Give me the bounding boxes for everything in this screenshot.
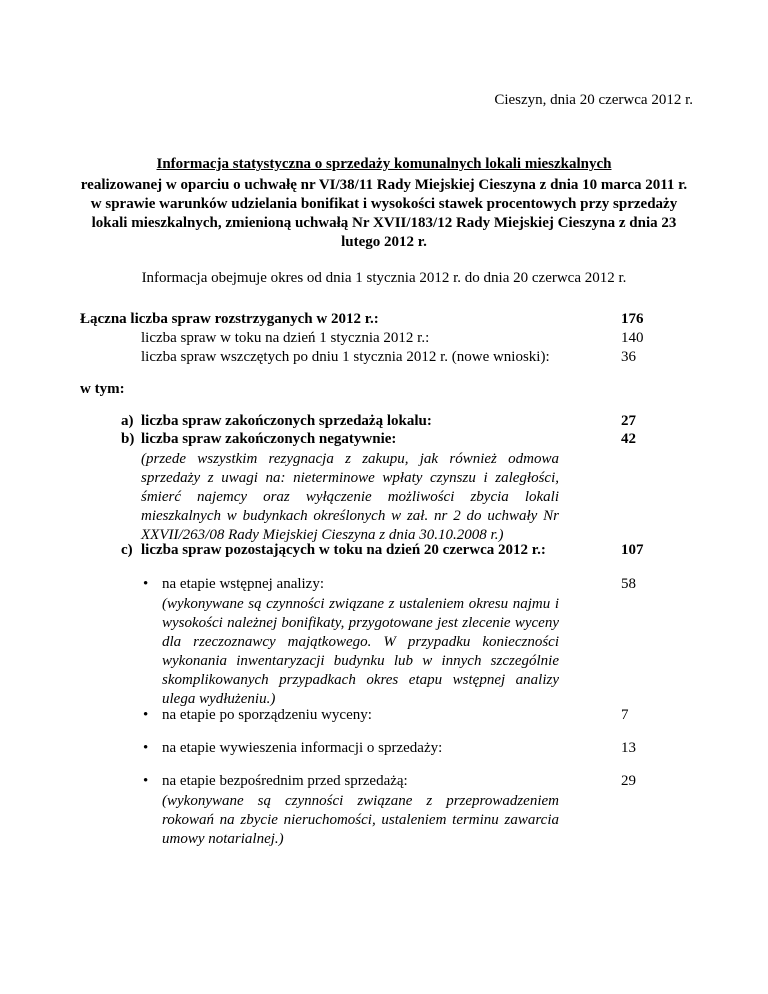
w-tym-label: w tym:	[80, 381, 125, 397]
stage-analysis-note: (wykonywane są czynności związane z ustaleniem okresu najmu i wysokości należnej bonifikaty, przygotowane jest zlecenie wyceny dla rzeczoznawcy majątkowego. W przypadku konieczności wykonania inwentaryzacji budynku lub w innych szczególnie skomplikowanych przypadkach okres etapu wstępnej analizy ulega wydłużeniu.)	[162, 596, 559, 707]
place-date: Cieszyn, dnia 20 czerwca 2012 r.	[494, 92, 693, 108]
new-cases-label: liczba spraw wszczętych po dniu 1 stycznia 2012 r. (nowe wnioski):	[141, 349, 550, 365]
new-cases-value: 36	[621, 349, 636, 365]
item-b-note: (przede wszystkim rezygnacja z zakupu, jak również odmowa sprzedaży z uwagi na: nieterminowe wpłaty czynszu i zaległości, śmierć najemcy oraz wyłączenie możliwości zbycia lokali mieszkalnych w budynkach określonych w zał. nr 2 do uchwały Nr XXVII/263/08 Rady Miejskiej Cieszyna z dnia 30.10.2008 r.)	[141, 451, 559, 543]
stage-posting-label: na etapie wywieszenia informacji o sprzedaży:	[162, 740, 443, 756]
totals-value: 176	[621, 311, 644, 327]
stage-bullet: •	[143, 773, 149, 789]
item-a-label: liczba spraw zakończonych sprzedażą lokalu:	[141, 413, 432, 429]
stage-pre-sale-label: na etapie bezpośrednim przed sprzedażą:	[162, 773, 408, 789]
stage-posting-value: 13	[621, 740, 636, 756]
stage-bullet: •	[143, 707, 149, 723]
stage-bullet: •	[143, 576, 149, 592]
item-b-label: liczba spraw zakończonych negatywnie:	[141, 431, 397, 447]
in-progress-value: 140	[621, 330, 644, 346]
document-subtitle: realizowanej w oparciu o uchwałę nr VI/38/11 Rady Miejskiej Cieszyna z dnia 10 marca 2011 r. w sprawie warunków udzielania bonifikat i wysokości stawek procentowych przy sprzedaży lokali mieszkalnych, zmienioną uchwałą Nr XVII/183/12 Rady Miejskiej Cieszyna z dnia 23 lutego 2012 r.	[80, 177, 688, 250]
stage-pre-sale-value: 29	[621, 773, 636, 789]
stage-analysis-label: na etapie wstępnej analizy:	[162, 576, 325, 592]
item-a-value: 27	[621, 413, 636, 429]
totals-label: Łączna liczba spraw rozstrzyganych w 2012 r.:	[80, 311, 379, 327]
item-c-value: 107	[621, 542, 644, 558]
item-c-label: liczba spraw pozostających w toku na dzień 20 czerwca 2012 r.:	[141, 542, 546, 558]
stage-pre-sale-note: (wykonywane są czynności związane z przeprowadzeniem rokowań na zbycie nieruchomości, ustaleniem terminu zawarcia umowy notarialnej.)	[162, 793, 559, 847]
in-progress-label: liczba spraw w toku na dzień 1 stycznia 2012 r.:	[141, 330, 430, 346]
item-b-value: 42	[621, 431, 636, 447]
stage-bullet: •	[143, 740, 149, 756]
period-info: Informacja obejmuje okres od dnia 1 stycznia 2012 r. do dnia 20 czerwca 2012 r.	[141, 270, 627, 286]
item-c-marker: c)	[121, 542, 133, 558]
item-b-marker: b)	[121, 431, 135, 447]
stage-valuation-label: na etapie po sporządzeniu wyceny:	[162, 707, 372, 723]
item-a-marker: a)	[121, 413, 134, 429]
stage-analysis-value: 58	[621, 576, 636, 592]
document-title: Informacja statystyczna o sprzedaży komunalnych lokali mieszkalnych	[156, 156, 612, 172]
stage-valuation-value: 7	[621, 707, 629, 723]
